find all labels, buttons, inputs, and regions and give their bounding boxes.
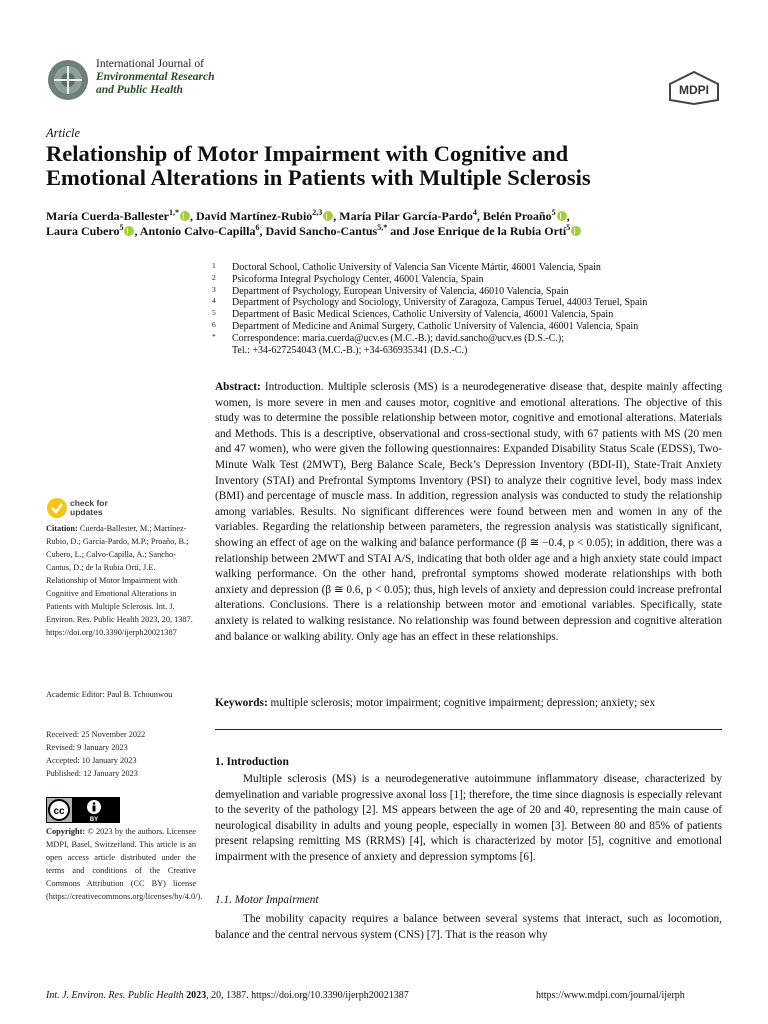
affiliation-text: Department of Psychology and Sociology, University of Zaragoza, Campus Teruel, 44003 Teruel, Spain	[232, 297, 648, 309]
author-name: Antonio Calvo-Capilla	[139, 224, 256, 238]
check-for-updates-badge[interactable]	[46, 497, 118, 519]
subsection-heading: 1.1. Motor Impairment	[215, 894, 319, 906]
svg-text:cc: cc	[53, 806, 65, 817]
author-affiliation-sup: 5,*	[377, 223, 388, 232]
journal-name-line2: Environmental Research	[96, 71, 215, 83]
footer-year: 2023	[186, 990, 207, 1001]
authors-line2: Laura Cubero$^5$ , Antonio Calvo-Capilla$^6$, David Sancho-Cantus$^{5,*}$ and Jose Enrique de la Rubia Ortí$^5$	[46, 221, 581, 238]
footer-citation	[46, 990, 409, 1001]
academic-editor	[46, 688, 196, 701]
dates-block	[46, 728, 196, 780]
orcid-icon[interactable]	[124, 226, 134, 236]
author-affiliation-sup: 2,3	[312, 208, 323, 217]
authors-line1: María Cuerda-Ballester$^{1,*}$ , David Martínez-Rubio$^{2,3}$ , María Pilar García-Pardo$^4$, Belén Proaño$^5$ ,	[46, 208, 570, 223]
journal-name-line3: and Public Health	[96, 84, 183, 96]
abstract-label: Abstract:	[215, 381, 261, 393]
author-name: María Cuerda-Ballester	[46, 209, 169, 223]
affiliation-number: 4	[212, 296, 216, 306]
affiliation-number: 2	[212, 272, 216, 282]
abstract-text: Introduction. Multiple sclerosis (MS) is a neurodegenerative disease that, despite mainly affecting women, is more severe in men and causes motor, cognitive and emotional alterations. The objective of this study was to determine the possible relationship between motor, cognitive and emotional alterations. Materials and Methods. This is a descriptive, observational and cross-sectional study, with 67 patients with MS (20 men and 47 women), who were given the following questionnaires: Expanded Disability Status Scale (EDSS), Two-Minute Walk Test (2MWT), Berg Balance Scale, Beck’s Depression Inventory (BDI-II), State-Trait Anxiety Inventory (STAI) and Prefrontal Symptoms Inventory (PSI) to analyze their cognitive level, body mass index (BMI) and percentage of muscle mass. In addition, regression analysis was conducted to study the relationship among variables. Results. No significant differences were found between men and women in any of the variables. Regarding the relationship between parameters, the regression analysis was statistically significant, showing an effect of age on the walking and balance performance (β ≅ −0.4, p < 0.05); in addition, there was a relationship between 2MWT and STAI A/S, indicating that both older age and a high anxiety state could impact walking performance. On the other hand, prefrontal symptoms showed moderate relationships with both anxiety and depression (β ≅ 0.6, p < 0.05); thus, high levels of anxiety and depression could increase prefrontal alterations. Conclusions. There is a relationship between motor and emotional variables. Specifically, state anxiety is related to walking resistance. No relationship was found between depression and cognitive alteration and balance or walking ability. Only age has an effect in these relationships.	[215, 381, 723, 643]
check-updates-line1: check for	[70, 498, 108, 508]
citation-block	[46, 522, 196, 639]
copyright-label: Copyright:	[46, 827, 86, 836]
mdpi-logo-text: MDPI	[679, 83, 709, 97]
title-line2: Emotional Alterations in Patients with Multiple Sclerosis	[46, 165, 591, 190]
revised-date: Revised: 9 January 2023	[46, 743, 128, 752]
author-name: Belén Proaño	[482, 209, 552, 223]
footer-volume-doi[interactable]: , 20, 1387. https://doi.org/10.3390/ijerph20021387	[206, 990, 409, 1001]
copyright-text: © 2023 by the authors. Licensee MDPI, Basel, Switzerland. This article is an open access article distributed under the terms and conditions of the Creative Commons Attribution (CC BY) license (https://creativecommons.org/licenses/by/4.0/).	[46, 827, 203, 901]
affiliation-text: Psicoforma Integral Psychology Center, 46001 Valencia, Spain	[232, 273, 484, 285]
footer-journal-url[interactable]: https://www.mdpi.com/journal/ijerph	[536, 990, 685, 1001]
affiliation-text: Tel.: +34-627254043 (M.C.-B.); +34-636935341 (D.S.-C.)	[232, 344, 468, 356]
author-name: María Pilar García-Pardo	[339, 209, 473, 223]
journal-name-line1: International Journal of	[96, 58, 204, 70]
affiliation-number: 3	[212, 284, 216, 294]
cc-by-license-icon[interactable]	[46, 797, 120, 823]
author-affiliation-sup: 5	[566, 223, 571, 232]
author-affiliation-sup: 1,*	[168, 208, 179, 217]
introduction-heading: 1. Introduction	[215, 756, 289, 768]
affiliation-number: 5	[212, 308, 216, 318]
affiliation-number: *	[212, 331, 216, 341]
footer-journal-abbrev: Int. J. Environ. Res. Public Health	[46, 990, 184, 1001]
abstract	[215, 380, 722, 645]
article-type: Article	[46, 126, 81, 140]
editor-name: Paul B. Tchounwou	[106, 690, 173, 699]
author-name: David Sancho-Cantus	[265, 224, 378, 238]
keywords-label: Keywords:	[215, 697, 268, 709]
author-affiliation-sup: 6	[255, 223, 260, 232]
mdpi-logo	[666, 70, 722, 106]
citation-text: Cuerda-Ballester, M.; Martínez-Rubio, D.; García-Pardo, M.P.; Proaño, B.; Cubero, L.; Calvo-Capilla, A.; Sancho-Cantus, D.; de la Rubia Ortí, J.E. Relationship of Motor Impairment with Cognitive and Emotional Alterations in Patients with Multiple Sclerosis. Int. J. Environ. Res. Public Health 2023, 20, 1387. https://doi.org/10.3390/ijerph20021387	[46, 524, 193, 637]
affiliation-number: 6	[212, 320, 216, 329]
affiliation-text: Correspondence: maria.cuerda@ucv.es (M.C.-B.); david.sancho@ucv.es (D.S.-C.);	[232, 332, 565, 344]
citation-label: Citation:	[46, 524, 78, 533]
affiliation-text: Doctoral School, Catholic University of Valencia San Vicente Mártir, 46001 Valencia, Spain	[232, 262, 601, 273]
affiliation-text: Department of Psychology, European University of Valencia, 46010 Valencia, Spain	[232, 285, 569, 297]
author-affiliation-sup: 5	[551, 208, 556, 217]
copyright-block	[46, 825, 203, 903]
affiliation-number: 1	[212, 261, 216, 270]
received-date: Received: 25 November 2022	[46, 730, 146, 739]
check-updates-icon	[46, 497, 68, 519]
introduction-paragraph-2: The mobility capacity requires a balance between several systems that interact, such as locomotion, balance and the central nervous system (CNS) [7]. That is the reason why	[215, 913, 722, 941]
introduction-paragraph-1: Multiple sclerosis (MS) is a neurodegenerative autoimmune inflammatory disease, characterized by demyelination and variable progressive axonal loss [1]; therefore, the time since diagnosis is especially relevant to the severity of the pathology [2]. MS appears between the age of 20 and 40, representing the main cause of neurological disability in adults and young people, especially in women [3]. Between 80 and 85% of patients present relapsing remitting MS (RRMS) [4], which is characterized by motor [5], cognitive and emotional impairment with the presence of anxiety and depression symptoms [6].	[215, 773, 722, 863]
svg-text:BY: BY	[89, 817, 99, 823]
author-affiliation-sup: 4	[472, 208, 477, 217]
affiliation-text: Department of Medicine and Animal Surgery, Catholic University of Valencia, 46001 Valencia, Spain	[232, 321, 639, 332]
published-date: Published: 12 January 2023	[46, 769, 138, 778]
orcid-icon[interactable]	[180, 211, 190, 221]
check-updates-text	[70, 499, 108, 517]
article-title	[46, 142, 726, 190]
section-divider	[215, 729, 722, 730]
title-line1: Relationship of Motor Impairment with Cognitive and	[46, 141, 569, 166]
author-name: Laura Cubero	[46, 224, 120, 238]
orcid-icon[interactable]	[557, 211, 567, 221]
orcid-icon[interactable]	[571, 226, 581, 236]
author-name: Jose Enrique de la Rubia Ortí	[412, 224, 567, 238]
journal-logo	[46, 58, 90, 102]
orcid-icon[interactable]	[323, 211, 333, 221]
editor-label: Academic Editor:	[46, 690, 105, 699]
check-updates-line2: updates	[70, 507, 103, 517]
accepted-date: Accepted: 10 January 2023	[46, 756, 137, 765]
keywords-text: multiple sclerosis; motor impairment; cognitive impairment; depression; anxiety; sex	[270, 697, 656, 709]
author-affiliation-sup: 5	[119, 223, 124, 232]
author-name: David Martínez-Rubio	[195, 209, 313, 223]
keywords	[215, 696, 722, 712]
affiliation-text: Department of Basic Medical Sciences, Catholic University of Valencia, 46001 Valencia, Spain	[232, 309, 614, 321]
journal-name	[96, 58, 215, 97]
